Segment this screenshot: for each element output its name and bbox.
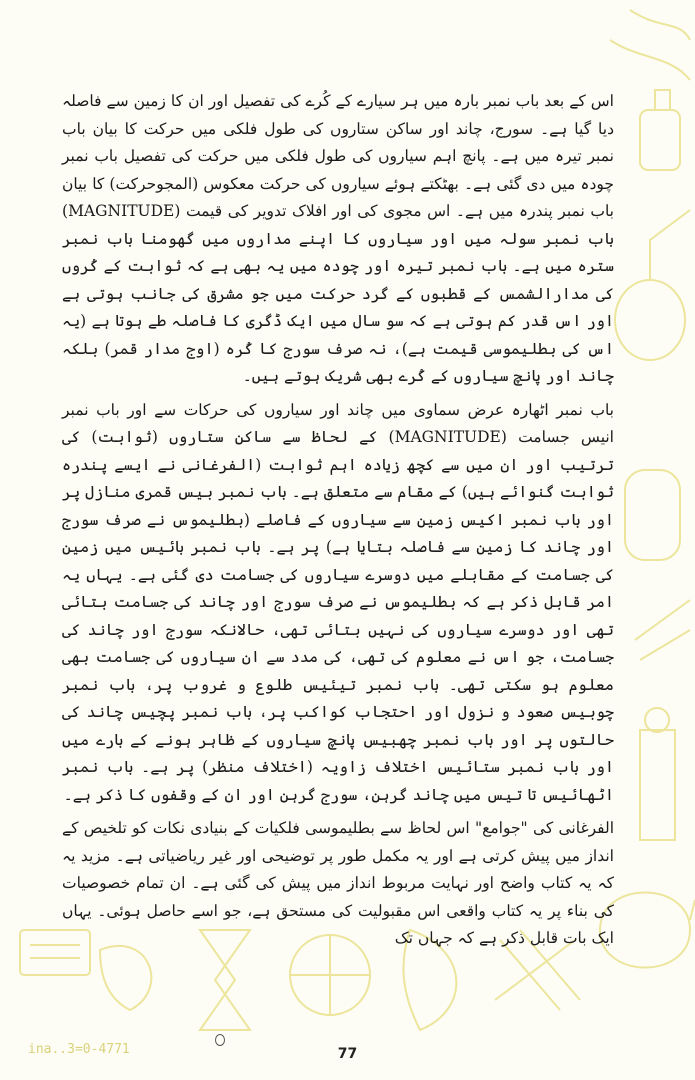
paragraph-3: الفرغانی کی "جوامع" اس لحاظ سے بطلیموسی فلکیات کے بنیادی نکات کو تلخیص کے انداز میں پیش کرتی ہے اور یہ مکمل طور پر توضیحی اور غیر ریاضیاتی ہے۔ مزید یہ کہ یہ کتاب واضح اور نہایت مربوط انداز میں پیش کی گئی ہے۔ ان تمام خصوصیات کی بناء پر یہ کتاب واقعی اس مقبولیت کی مستحق ہے، جو اسے حاصل ہوئی۔ یہاں ایک بات قابل ذکر ہے کہ جہاں تک [62,819,614,947]
column-icon [640,730,675,840]
alembic-icon [615,280,685,360]
margin-note: ina..3=0-4771 [28,1042,130,1057]
flask-icon [640,110,680,170]
tube-icon [635,600,690,660]
ornament-corner-icon [610,10,690,80]
vessel-icon [625,470,680,560]
paragraph-2: باب نمبر اٹھارہ عرض سماوی میں چاند اور سیاروں کی حرکات سے اور باب نمبر انیس جسامت (MAGNITUDE) کے لحاظ سے ساکن ستاروں (ثوابت) کی ترتیب اور ان میں سے کچھ زیادہ اہم ثوابت (الفرغانی نے ایسے پندرہ ثوابت گنوائے ہیں) کے مقام سے متعلق ہے۔ باب نمبر بیس قمری منازل پر اور باب نمبر اکیس زمین سے سیاروں کے فاصلے (بطلیموس نے صرف سورج اور چاند کا زمین سے فاصلہ بتایا ہے) پر ہے۔ باب نمبر بائیس میں زمین کی جسامت کے مقابلے میں دوسرے سیاروں کی جسامت دی گئی ہے۔ یہاں یہ امر قابل ذکر ہے کہ بطلیموس نے صرف سورج اور چاند کی جسامت بتائی تھی اور دوسرے سیاروں کی نہیں بتائی تھی، حالانکہ سورج اور چاند کی جسامت، جو اس نے معلوم کی تھی، کی مدد سے ان سیاروں کی جسامت بھی معلوم ہو سکتی تھی۔ باب نمبر تیئیس طلوع و غروب پر، باب نمبر چوبیس صعود و نزول اور احتجاب کواکب پر، باب نمبر پچیس چاند کی حالتوں پر اور باب نمبر چھبیس پانچ سیاروں کے ظاہر ہونے کے بارے میں اور باب نمبر ستائیس اختلاف زاویہ (اختلاف منظر) پر ہے۔ باب نمبر اٹھائیس تا تیس میں چاند گرہن، سورج گرہن اور ان کے وقفوں کا ذکر ہے۔ [62,400,614,804]
urdu-text-body [62,88,614,959]
page-number: 77 [337,1046,358,1062]
circle-mark-icon [215,1034,225,1046]
paragraph-1: اس کے بعد باب نمبر بارہ میں ہر سیارے کے کُرے کی تفصیل اور ان کا زمین سے فاصلہ دیا گیا ہے۔ سورج، چاند اور ساکن ستاروں کی طول فلکی میں حرکت کا بیان باب نمبر تیرہ میں ہے۔ پانچ اہم سیاروں کی طول فلکی میں حرکت کی تفصیل باب نمبر چودہ میں دی گئی ہے۔ بھٹکتے ہوئے سیاروں کی حرکت معکوس (المجوحرکت) کا بیان باب نمبر پندرہ میں ہے۔ اس مجوی کی اور افلاک تدویر کی قیمت (MAGNITUDE) باب نمبر سولہ میں اور سیاروں کا اپنے مداروں میں گھومنا باب نمبر سترہ میں ہے۔ باب نمبر تیرہ اور چودہ میں یہ بھی ہے کہ ثوابت کے کُروں کی مدارالشمس کے قطبوں کے گرد حرکت میں جو مشرق کی جانب ہوتی ہے اور اس قدر کم ہوتی ہے کہ سو سال میں ایک ڈگری کا فاصلہ طے ہوتا ہے (یہ اس کی بطلیموسی قیمت ہے)، نہ صرف سورج کا کُرہ (اوج مدار قمر) بلکہ چاند اور پانچ سیاروں کے کُرے بھی شریک ہوتے ہیں۔ [62,92,614,385]
